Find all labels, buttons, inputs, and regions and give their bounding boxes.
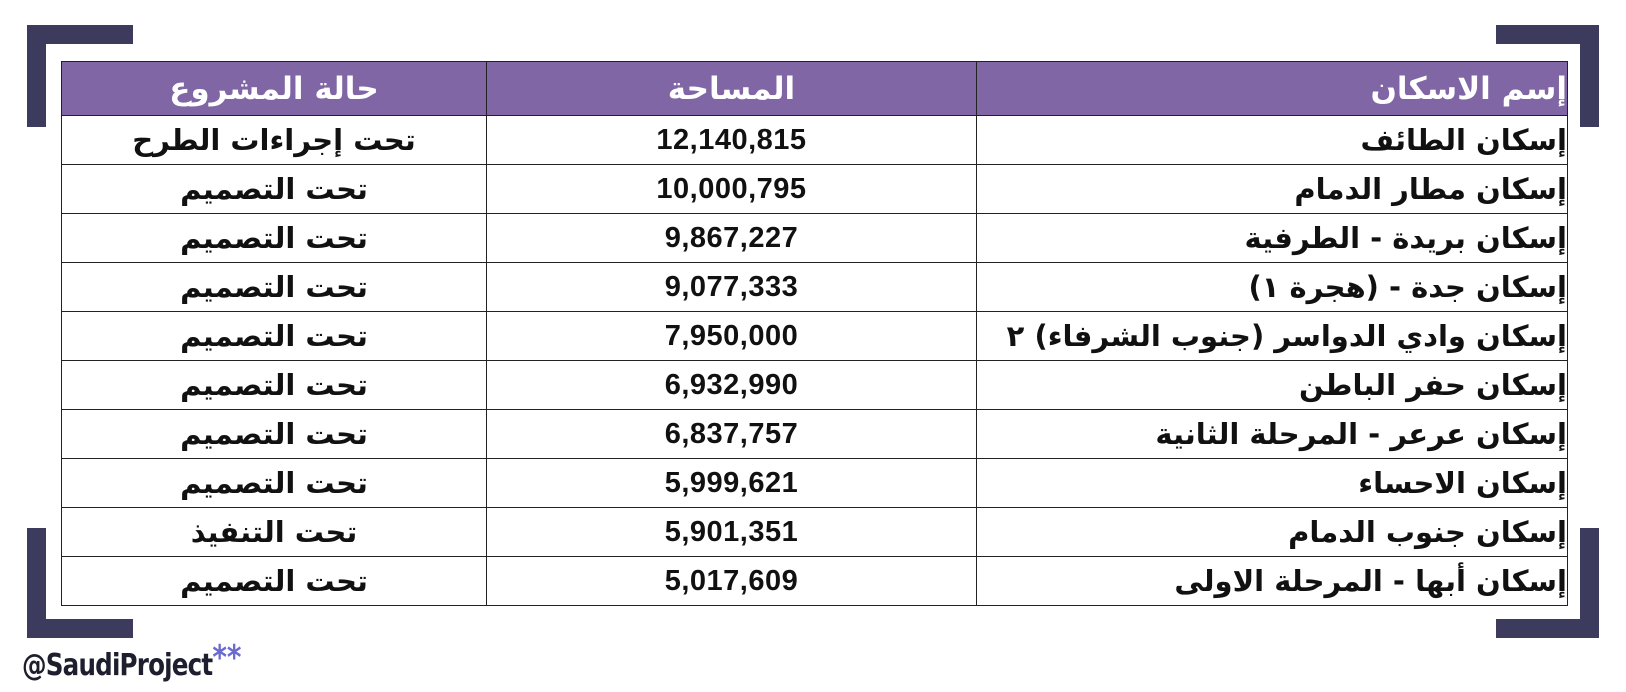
project-area: 7,950,000 (487, 312, 977, 361)
project-name: إسكان عرعر - المرحلة الثانية (977, 410, 1568, 459)
header-project-name: إسم الاسكان (977, 62, 1568, 116)
project-area: 10,000,795 (487, 165, 977, 214)
header-area: المساحة (487, 62, 977, 116)
project-status: تحت التصميم (62, 361, 487, 410)
project-area: 5,017,609 (487, 557, 977, 606)
project-status: تحت التصميم (62, 214, 487, 263)
project-area: 5,901,351 (487, 508, 977, 557)
project-name: إسكان جدة - (هجرة ١) (977, 263, 1568, 312)
project-status: تحت التصميم (62, 459, 487, 508)
project-status: تحت التصميم (62, 312, 487, 361)
project-area: 6,837,757 (487, 410, 977, 459)
project-status: تحت التصميم (62, 410, 487, 459)
header-project-status: حالة المشروع (62, 62, 487, 116)
project-name: إسكان حفر الباطن (977, 361, 1568, 410)
project-status: تحت التصميم (62, 165, 487, 214)
frame-corner-top-right (1580, 25, 1599, 127)
table-row (62, 116, 1568, 165)
project-name: إسكان بريدة - الطرفية (977, 214, 1568, 263)
project-status: تحت التصميم (62, 557, 487, 606)
project-name: إسكان الطائف (977, 116, 1568, 165)
frame-corner-bottom-right (1580, 528, 1599, 638)
table-row (62, 361, 1568, 410)
table-row (62, 557, 1568, 606)
project-name: إسكان مطار الدمام (977, 165, 1568, 214)
table-row (62, 165, 1568, 214)
project-status: تحت التصميم (62, 263, 487, 312)
project-name: إسكان أبها - المرحلة الاولى (977, 557, 1568, 606)
project-area: 9,077,333 (487, 263, 977, 312)
watermark-stars: ** (212, 638, 242, 678)
table-row (62, 263, 1568, 312)
table-row (62, 214, 1568, 263)
table-row (62, 312, 1568, 361)
project-area: 9,867,227 (487, 214, 977, 263)
project-area: 6,932,990 (487, 361, 977, 410)
housing-projects-table (61, 61, 1568, 606)
table-row (62, 410, 1568, 459)
project-name: إسكان وادي الدواسر (جنوب الشرفاء) ٢ (977, 312, 1568, 361)
frame-corner-top-left (27, 25, 46, 127)
project-status: تحت التنفيذ (62, 508, 487, 557)
table-header-row (62, 62, 1568, 116)
project-name: إسكان جنوب الدمام (977, 508, 1568, 557)
project-area: 12,140,815 (487, 116, 977, 165)
watermark-handle (22, 638, 242, 683)
project-status: تحت إجراءات الطرح (62, 116, 487, 165)
frame-corner-bottom-left (27, 528, 46, 638)
watermark-text: @SaudiProject (22, 648, 213, 683)
table-row (62, 459, 1568, 508)
table-row (62, 508, 1568, 557)
project-name: إسكان الاحساء (977, 459, 1568, 508)
project-area: 5,999,621 (487, 459, 977, 508)
